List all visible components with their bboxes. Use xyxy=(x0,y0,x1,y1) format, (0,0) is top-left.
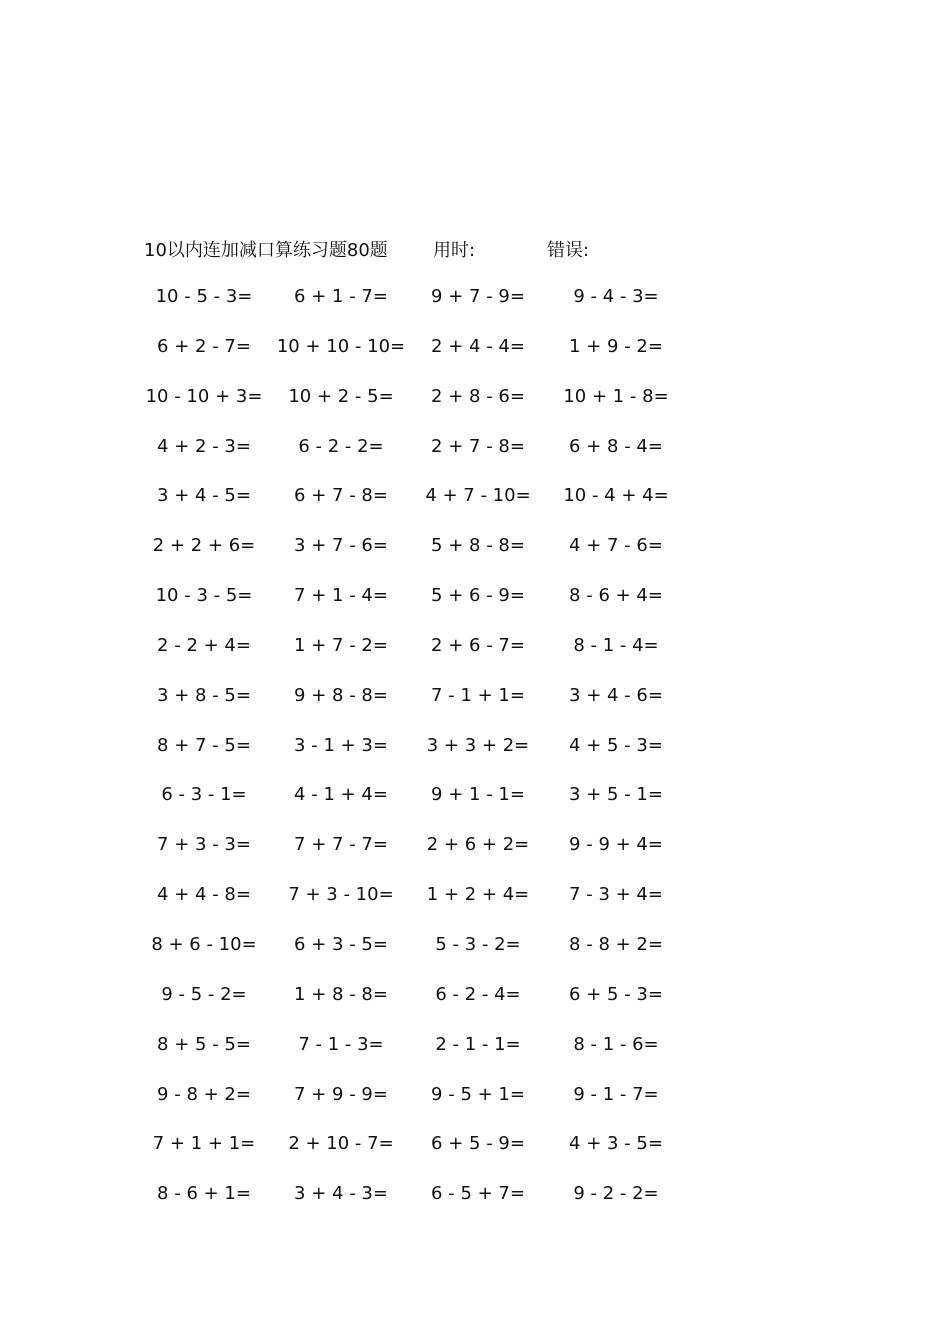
problem-item: 6 + 3 - 5= xyxy=(294,933,388,955)
problem-item: 8 + 7 - 5= xyxy=(157,734,251,756)
problem-item: 4 + 7 - 6= xyxy=(569,535,663,557)
problem-row xyxy=(0,485,950,535)
problem-item: 8 - 1 - 4= xyxy=(573,634,659,656)
problem-item: 7 + 3 - 3= xyxy=(157,834,251,856)
problem-item: 8 - 8 + 2= xyxy=(569,933,663,955)
problem-item: 4 + 7 - 10= xyxy=(425,485,531,507)
problem-item: 9 + 8 - 8= xyxy=(294,684,388,706)
problem-item: 4 + 3 - 5= xyxy=(569,1133,663,1155)
problem-row xyxy=(0,585,950,635)
problem-item: 4 + 4 - 8= xyxy=(157,884,251,906)
problem-item: 8 - 6 + 4= xyxy=(569,585,663,607)
problem-row xyxy=(0,1133,950,1183)
problem-item: 6 - 5 + 7= xyxy=(431,1183,525,1205)
problem-item: 4 - 1 + 4= xyxy=(294,784,388,806)
problem-item: 5 - 3 - 2= xyxy=(435,933,521,955)
problem-row xyxy=(0,1084,950,1134)
problem-item: 5 + 8 - 8= xyxy=(431,535,525,557)
problem-item: 4 + 2 - 3= xyxy=(157,435,251,457)
worksheet-title: 10以内连加减口算练习题80题 xyxy=(144,240,388,261)
problem-row xyxy=(0,286,950,336)
problem-item: 7 - 3 + 4= xyxy=(569,884,663,906)
problem-item: 7 - 1 - 3= xyxy=(298,1033,384,1055)
problem-row xyxy=(0,884,950,934)
problem-item: 10 - 10 + 3= xyxy=(145,385,263,407)
problem-item: 9 + 1 - 1= xyxy=(431,784,525,806)
problem-item: 3 - 1 + 3= xyxy=(294,734,388,756)
problem-item: 9 - 5 - 2= xyxy=(161,983,247,1005)
problem-item: 7 + 7 - 7= xyxy=(294,834,388,856)
problem-item: 7 + 3 - 10= xyxy=(288,884,394,906)
problem-row xyxy=(0,1183,950,1233)
problem-item: 6 - 3 - 1= xyxy=(161,784,247,806)
problem-item: 9 - 2 - 2= xyxy=(573,1183,659,1205)
problem-item: 10 + 10 - 10= xyxy=(276,335,406,357)
problem-item: 10 + 1 - 8= xyxy=(563,385,669,407)
problem-row xyxy=(0,336,950,386)
problem-item: 1 + 8 - 8= xyxy=(294,983,388,1005)
problem-item: 8 - 1 - 6= xyxy=(573,1033,659,1055)
problem-item: 8 - 6 + 1= xyxy=(157,1183,251,1205)
problem-row xyxy=(0,535,950,585)
problem-item: 2 + 7 - 8= xyxy=(431,435,525,457)
problem-item: 3 + 4 - 3= xyxy=(294,1183,388,1205)
problem-item: 2 - 1 - 1= xyxy=(435,1033,521,1055)
problem-item: 10 - 3 - 5= xyxy=(155,585,253,607)
problem-item: 3 + 7 - 6= xyxy=(294,535,388,557)
problem-item: 6 + 8 - 4= xyxy=(569,435,663,457)
problem-item: 3 + 5 - 1= xyxy=(569,784,663,806)
problem-item: 8 + 6 - 10= xyxy=(151,933,257,955)
problem-item: 2 - 2 + 4= xyxy=(157,634,251,656)
error-label: 错误: xyxy=(547,240,590,261)
problem-item: 6 + 5 - 9= xyxy=(431,1133,525,1155)
problem-item: 7 - 1 + 1= xyxy=(431,684,525,706)
problem-item: 2 + 10 - 7= xyxy=(288,1133,394,1155)
problem-row xyxy=(0,685,950,735)
problem-item: 10 - 5 - 3= xyxy=(155,286,253,307)
problem-grid xyxy=(0,286,950,1233)
worksheet-header xyxy=(0,236,950,266)
problem-row xyxy=(0,834,950,884)
problem-item: 9 - 4 - 3= xyxy=(573,286,659,307)
problem-row xyxy=(0,386,950,436)
problem-item: 3 + 4 - 6= xyxy=(569,684,663,706)
problem-item: 2 + 8 - 6= xyxy=(431,385,525,407)
problem-item: 5 + 6 - 9= xyxy=(431,585,525,607)
problem-item: 10 - 4 + 4= xyxy=(563,485,669,507)
problem-item: 6 - 2 - 4= xyxy=(435,983,521,1005)
problem-item: 7 + 1 + 1= xyxy=(152,1133,256,1155)
problem-item: 6 + 7 - 8= xyxy=(294,485,388,507)
problem-row xyxy=(0,934,950,984)
problem-item: 2 + 2 + 6= xyxy=(152,535,256,557)
problem-row xyxy=(0,784,950,834)
problem-item: 1 + 2 + 4= xyxy=(426,884,530,906)
problem-row xyxy=(0,1034,950,1084)
problem-item: 6 + 1 - 7= xyxy=(294,286,388,307)
problem-row xyxy=(0,984,950,1034)
problem-item: 2 + 6 + 2= xyxy=(426,834,530,856)
problem-item: 3 + 4 - 5= xyxy=(157,485,251,507)
problem-item: 10 + 2 - 5= xyxy=(288,385,394,407)
problem-item: 8 + 5 - 5= xyxy=(157,1033,251,1055)
problem-item: 6 + 5 - 3= xyxy=(569,983,663,1005)
problem-item: 9 - 8 + 2= xyxy=(157,1083,251,1105)
problem-item: 2 + 4 - 4= xyxy=(431,335,525,357)
problem-item: 9 - 5 + 1= xyxy=(431,1083,525,1105)
problem-item: 9 - 9 + 4= xyxy=(569,834,663,856)
problem-row xyxy=(0,635,950,685)
problem-item: 1 + 7 - 2= xyxy=(294,634,388,656)
problem-item: 6 - 2 - 2= xyxy=(298,435,384,457)
problem-item: 9 + 7 - 9= xyxy=(431,286,525,307)
problem-item: 1 + 9 - 2= xyxy=(569,335,663,357)
problem-item: 7 + 1 - 4= xyxy=(294,585,388,607)
problem-item: 3 + 8 - 5= xyxy=(157,684,251,706)
time-label: 用时: xyxy=(433,240,476,261)
problem-item: 6 + 2 - 7= xyxy=(157,335,251,357)
problem-item: 9 - 1 - 7= xyxy=(573,1083,659,1105)
problem-item: 2 + 6 - 7= xyxy=(431,634,525,656)
problem-item: 3 + 3 + 2= xyxy=(426,734,530,756)
problem-row xyxy=(0,436,950,486)
problem-item: 7 + 9 - 9= xyxy=(294,1083,388,1105)
problem-item: 4 + 5 - 3= xyxy=(569,734,663,756)
problem-row xyxy=(0,735,950,785)
